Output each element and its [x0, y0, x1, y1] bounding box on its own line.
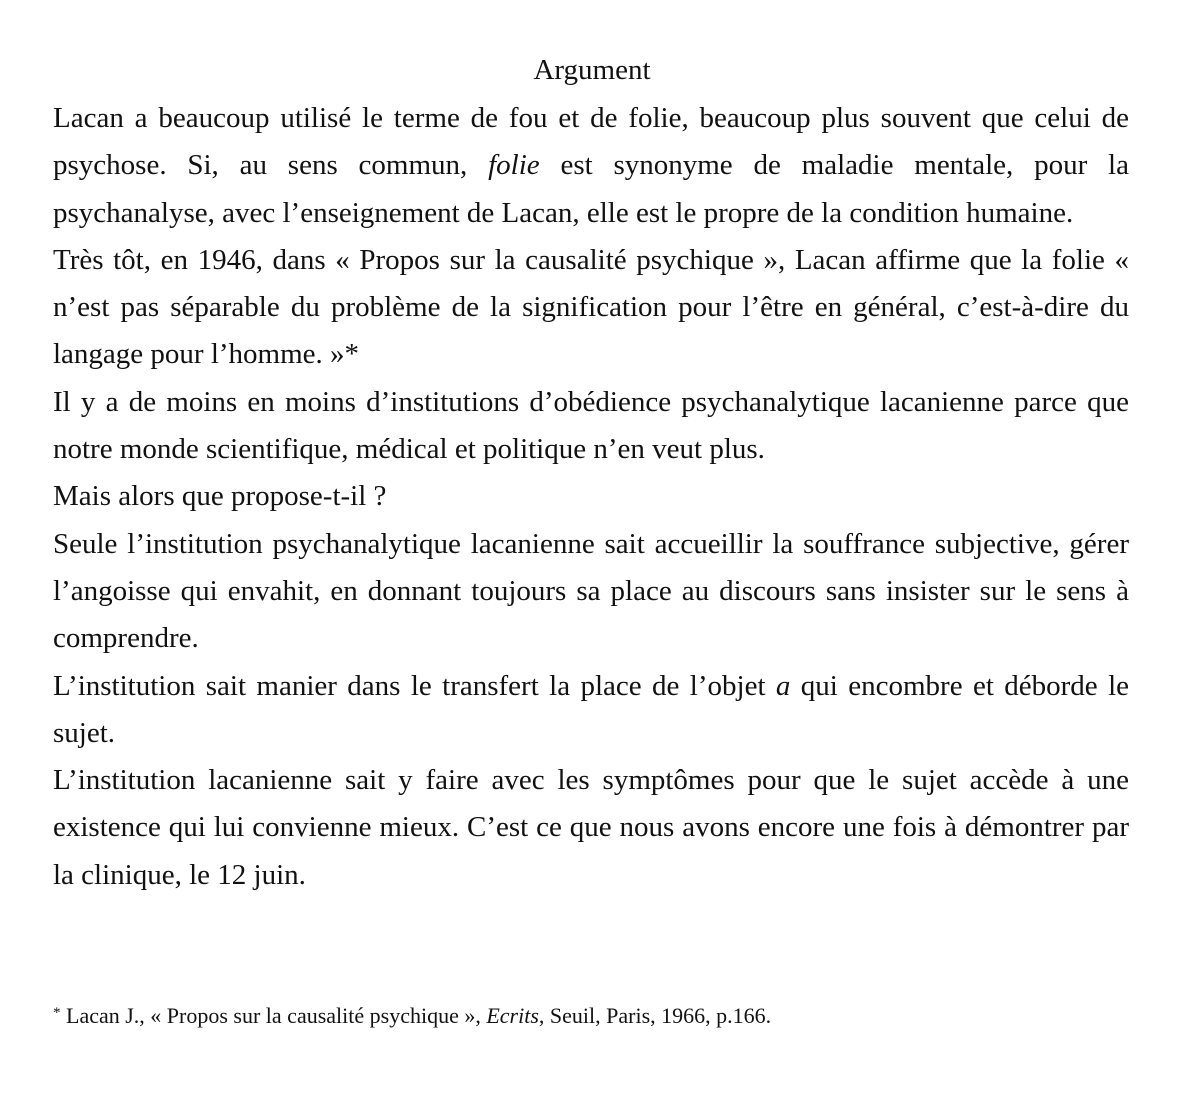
paragraph-souffrance: Seule l’institution psychanalytique lacanienne sait accueillir la souffrance subjective, gérer l’angoisse qui envahit, en donnant toujours sa place au discours sans insister sur le sens à comprendre. — [53, 527, 1129, 655]
footnote-text: , Seuil, Paris, 1966, p.166. — [538, 1003, 772, 1028]
paragraph-transfert — [53, 663, 1129, 758]
footnote-italic-title: Ecrits — [486, 1003, 539, 1028]
italic-term-folie: folie — [488, 149, 540, 182]
italic-term-objet-a: a — [775, 669, 791, 702]
footnote — [53, 1002, 1153, 1030]
paragraph-causalite: Très tôt, en 1946, dans « Propos sur la causalité psychique », Lacan affirme que la folie « n’est pas séparable du problème de la signification pour l’être en général, c’est-à-dire du langage pour l’homme. »* — [53, 243, 1129, 371]
document-body — [53, 95, 1129, 899]
paragraph-text: qui encombre et déborde le sujet. — [53, 669, 1129, 749]
paragraph-folie — [53, 95, 1129, 237]
paragraph-text: L’institution sait manier dans le transfert la place de l’objet — [53, 669, 776, 702]
document-title: Argument — [533, 54, 651, 86]
paragraph-institutions: Il y a de moins en moins d’institutions d’obédience psychanalytique lacanienne parce que notre monde scientifique, médical et politique n’en veut plus. — [53, 385, 1129, 466]
paragraph-symptomes: L’institution lacanienne sait y faire avec les symptômes pour que le sujet accède à une existence qui lui convienne mieux. C’est ce que nous avons encore une fois à démontrer par la clinique, le 12 juin. — [53, 764, 1129, 891]
footnote-marker: * — [53, 1005, 61, 1021]
paragraph-text: Lacan a beaucoup utilisé le terme de fou et de folie, beaucoup plus souvent que celui de psychose. Si, au sens commun, — [53, 102, 1129, 182]
footnote-text: Lacan J., « Propos sur la causalité psychique », — [60, 1003, 487, 1028]
paragraph-text: est synonyme de maladie mentale, pour la psychanalyse, avec l’enseignement de Lacan, elle est le propre de la condition humaine. — [53, 149, 1129, 229]
paragraph-question: Mais alors que propose-t-il ? — [53, 480, 387, 513]
